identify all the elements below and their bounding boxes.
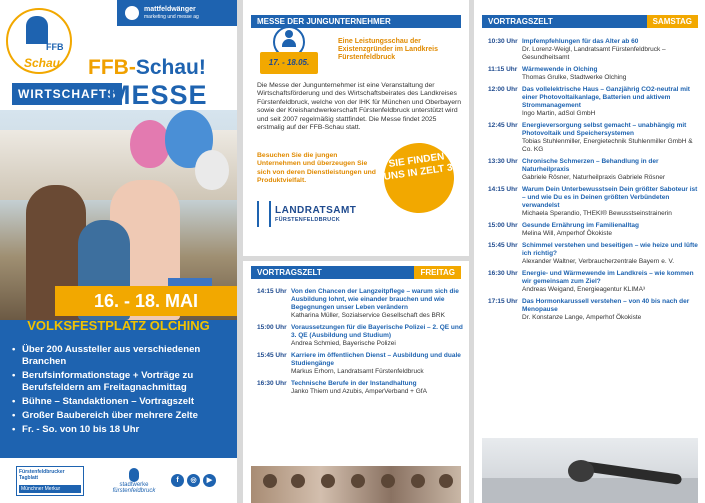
instagram-icon[interactable]: ◎ — [187, 474, 200, 487]
balloon-white — [195, 150, 229, 190]
facebook-icon[interactable]: f — [171, 474, 184, 487]
saturday-panel — [474, 0, 705, 503]
schedule-row: 16:30 Uhr Energie- und Wärmewende im Landkreis – wie kommen wir gemeinsam zum Ziel? Andreas Weigand, Energieagentur KLIMA³ — [488, 270, 694, 293]
schedule-row: 17:15 Uhr Das Hormonkarussell verstehen – von 40 bis nach der Menopause Dr. Konstanze Lange, Amperhof Ökokiste — [488, 298, 690, 321]
sponsor-stadtwerke-logo: stadtwerke fürstenfeldbruck — [104, 468, 164, 496]
schedule-row: 12:45 Uhr Energieversorgung selbst gemacht – unabhängig mit Photovoltaik und Speichersystemen Tobias Stuhlenmiller, Energietechnik Stuhlenmiller GmbH & Co. KG — [488, 122, 693, 153]
stadtwerke-icon — [129, 468, 139, 482]
event-dates: 16. - 18. MAI — [55, 286, 237, 316]
landratsamt-icon — [257, 201, 271, 227]
day-tag-saturday: SAMSTAG — [647, 15, 698, 28]
person-icon — [281, 30, 297, 48]
schedule-row: 12:00 Uhr Das vollelektrische Haus – Ganzjährig CO2-neutral mit einer Photovoltaikanlage, Batterien und aktivem Strommanagement Ingo Martin, adSol GmbH — [488, 86, 690, 117]
cover-panel — [0, 0, 237, 503]
schedule-row: 15:45 Uhr Schimmel verstehen und beseitigen – wie heize und lüfte ich richtig? Alexander Waltner, Verbraucherzentrale Bayern e. V. — [488, 242, 698, 265]
highlight-item: • Fr. - So. von 10 bis 18 Uhr — [12, 424, 232, 436]
subtitle-bar — [0, 80, 237, 110]
event-venue: VOLKSFESTPLATZ OLCHING — [27, 318, 210, 333]
sponsor-tagblatt-logo: Fürstenfeldbrucker Tagblatt Münchner Merkur — [16, 466, 84, 496]
event-title: FFB-Schau! — [88, 56, 206, 79]
wirtschafts-label: WIRTSCHAFTS — [12, 83, 122, 105]
schedule-row: 11:15 Uhr Wärmewende in Olching Thomas Grulke, Stadtwerke Olching — [488, 66, 627, 81]
sponsor-mattfeldwaenger: mattfeldwänger marketing und messe ag — [117, 0, 237, 26]
section-header-vortragszelt-saturday: VORTRAGSZELT SAMSTAG — [482, 15, 698, 28]
jungunternehmer-description: Die Messe der Jungunternehmer ist eine Veranstaltung der Wirtschaftsförderung und des Wirtschaftsbeirates des Landkreises Fürstenfeldbruck, welche von der IHK für München und Oberbayern sowie der Kreishandwerkerschaft Fürstenfeldbruck unterstützt wird und seit 2007 regelmäßig stattfindet. Die Messe findet 2025 erstmalig auf der FFB-Schau statt. — [257, 82, 462, 132]
social-links — [171, 474, 216, 487]
cover-header — [0, 0, 237, 110]
zelt-badge: SIE FINDEN UNS IN ZELT 3 — [379, 138, 458, 217]
jungunternehmer-panel — [243, 0, 469, 503]
schedule-row: 15:00 Uhr Gesunde Ernährung im Familienalltag Melina Will, Amperhof Ökokiste — [488, 222, 640, 237]
highlight-item: • Bühne – Standaktionen – Vortragszelt — [12, 396, 232, 408]
schedule-row: 10:30 Uhr Impfempfehlungen für das Alter ab 60 Dr. Lorenz-Weigl, Landratsamt Fürstenfeldbruck – Gesundheitsamt — [488, 38, 666, 61]
saturday-schedule — [488, 38, 700, 326]
sponsor-logo-icon — [125, 6, 139, 20]
jungunternehmer-headline: Eine Leistungsschau der Existenzgründer im Landkreis Fürstenfeldbruck — [338, 38, 438, 61]
microphone-photo — [482, 438, 698, 503]
cover-footer — [0, 458, 237, 503]
jungunternehmer-cta: Besuchen Sie die jungen Unternehmen und überzeugen Sie sich von deren Dienstleistungen und Produktvielfalt. — [257, 152, 376, 185]
balloon-pink — [130, 120, 170, 168]
section-header-vortragszelt-friday: VORTRAGSZELT FREITAG — [251, 266, 461, 279]
day-tag-friday: FREITAG — [414, 266, 461, 279]
highlight-item: • Über 200 Aussteller aus verschiedenen Branchen — [12, 344, 232, 368]
ffb-schau-logo: FFB Schau — [6, 8, 76, 78]
schedule-row: 15:00 Uhr Voraussetzungen für die Bayerische Polizei – 2. QE und 3. QE (Ausbildung und Studium) Andrea Schmied, Bayerische Polizei — [257, 324, 463, 347]
schedule-row: 14:15 Uhr Warum Dein Unterbewusstsein Dein größter Saboteur ist – und wie Du es in Deinen größten Verbündeten verwandelst Michaela Sperandio, THEKI® Bewusstseinstrainerin — [488, 186, 698, 217]
tower-icon — [26, 16, 48, 44]
schedule-row: 13:30 Uhr Chronische Schmerzen – Behandlung in der Naturheilpraxis Gabriele Rösner, Naturheilpraxis Gabriele Rösner — [488, 158, 666, 181]
messe-label: MESSE — [108, 80, 208, 110]
highlight-item: • Berufsinformationstage + Vorträge zu Berufsfeldern am Freitagnachmittag — [12, 370, 232, 394]
jungunternehmer-dates-badge: 17. - 18.05. — [260, 52, 318, 74]
schedule-row: 15:45 Uhr Karriere im öffentlichen Dienst – Ausbildung und duale Studiengänge Markus Erhorn, Landratsamt Fürstenfeldbruck — [257, 352, 461, 375]
friday-schedule — [257, 288, 467, 400]
audience-photo — [251, 466, 461, 503]
highlight-item: • Großer Baubereich über mehrere Zelte — [12, 410, 232, 422]
highlights-list — [12, 344, 232, 438]
schedule-row: 14:15 Uhr Von den Chancen der Langzeitpflege – warum sich die Ausbildung lohnt, wie einander brauchen und wie Begegnungen unser Leben verändern Katharina Müller, Sozialservice Gesellschaft des BRK — [257, 288, 459, 319]
schedule-row: 16:30 Uhr Technische Berufe in der Instandhaltung Janko Thiem und Azubis, AmperVerband + GfA — [257, 380, 427, 395]
section-header-jungunternehmer: MESSE DER JUNGUNTERNEHMER — [251, 15, 461, 28]
landratsamt-logo: LANDRATSAMT FÜRSTENFELDBRUCK — [257, 199, 357, 229]
youtube-icon[interactable]: ▶ — [203, 474, 216, 487]
